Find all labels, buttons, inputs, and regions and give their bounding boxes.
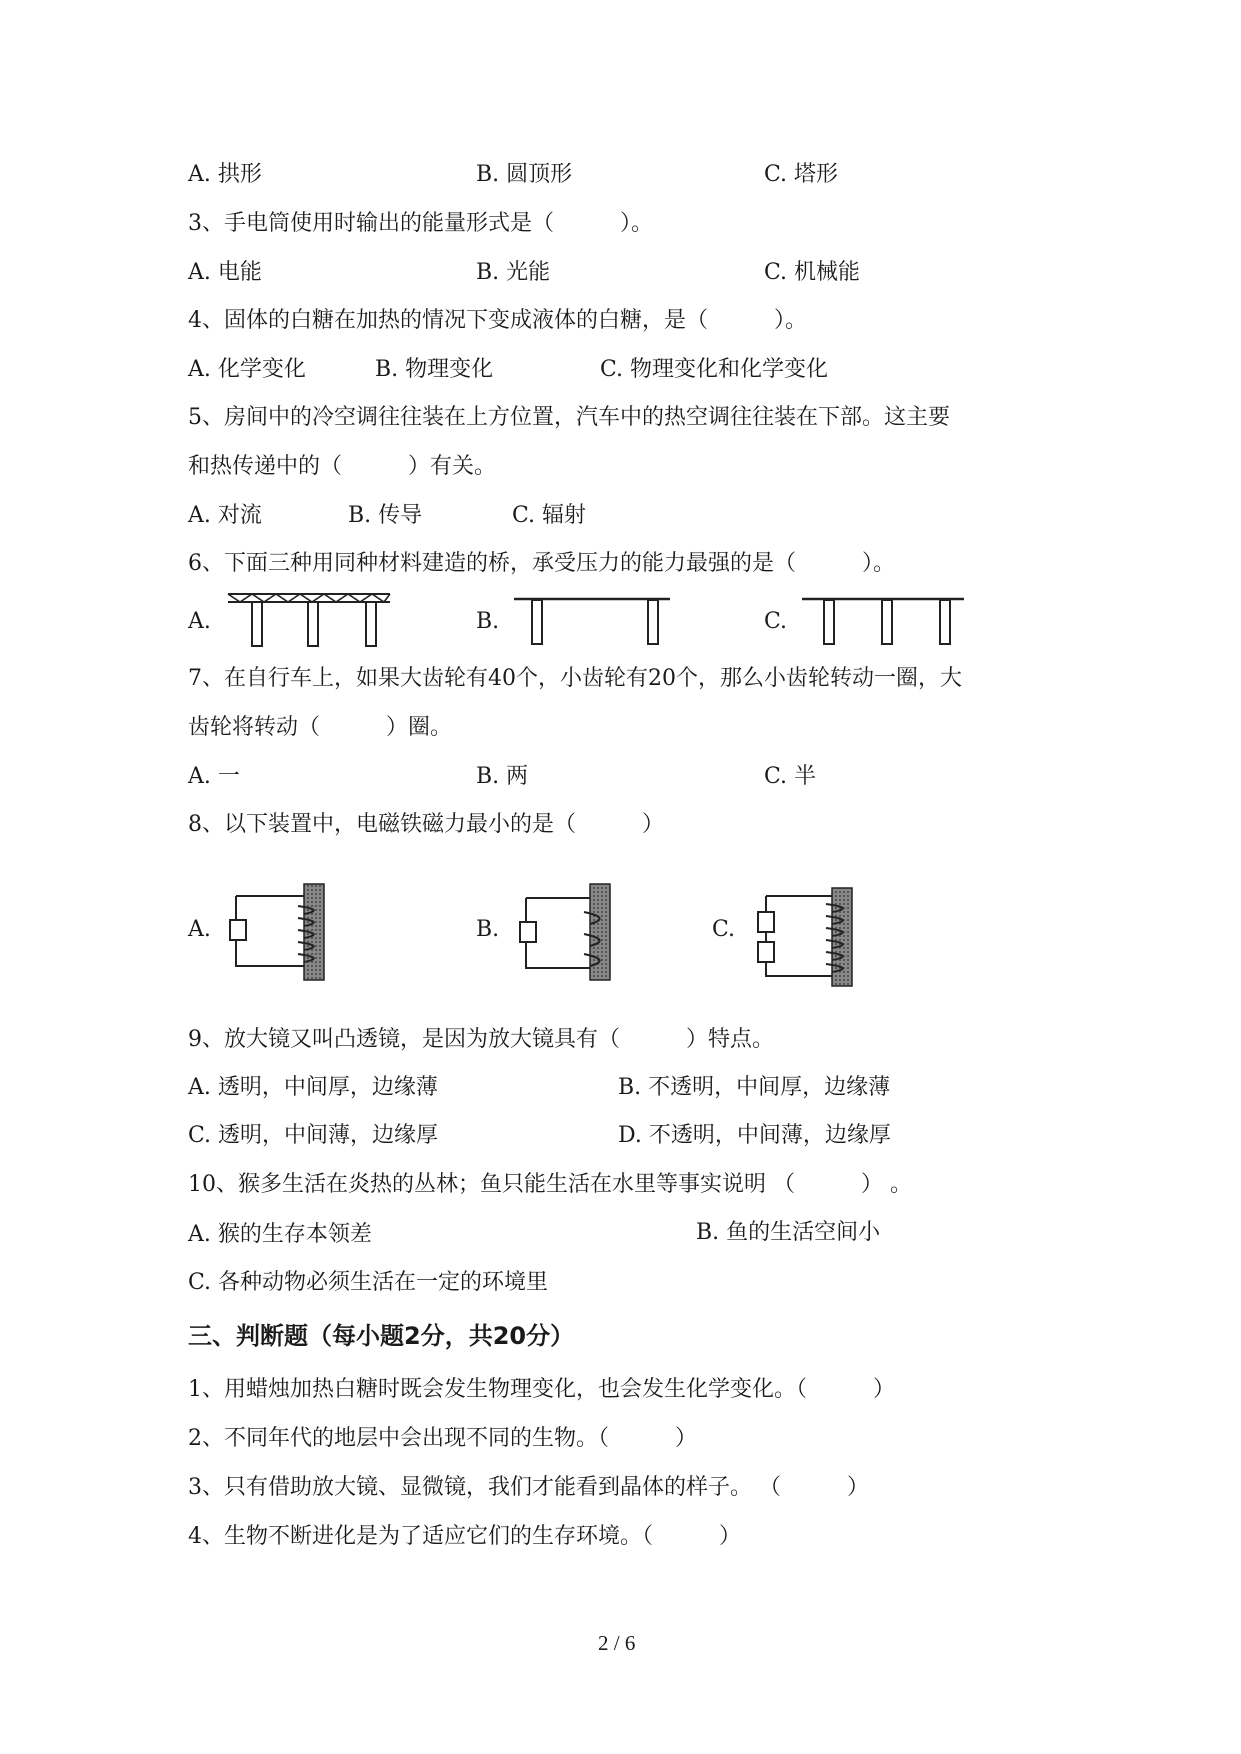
judgment-item-2: 2、不同年代的地层中会出现不同的生物。（ ）: [188, 1426, 697, 1451]
q6-option-b-label: B.: [476, 609, 500, 634]
electromagnet-c-figure: [754, 882, 864, 992]
q4-stem: 4、固体的白糖在加热的情况下变成液体的白糖，是（ ）。: [188, 308, 807, 333]
q7-option-b: B. 两: [476, 764, 529, 789]
q2-option-b: B. 圆顶形: [476, 162, 573, 187]
q8-option-b-label: B.: [476, 917, 500, 942]
q9-stem: 9、放大镜又叫凸透镜，是因为放大镜具有（ ）特点。: [188, 1027, 774, 1052]
section3-heading: 三、判断题（每小题2分，共20分）: [188, 1322, 575, 1350]
q7-stem-line1: 7、在自行车上，如果大齿轮有40个，小齿轮有20个，那么小齿轮转动一圈，大: [188, 666, 962, 691]
q9-option-d: D. 不透明，中间薄，边缘厚: [618, 1123, 891, 1148]
q3-stem: 3、手电筒使用时输出的能量形式是（ ）。: [188, 211, 653, 236]
q6-option-c-label: C.: [764, 609, 788, 634]
electromagnet-b-figure: [516, 878, 616, 986]
q8-option-c-label: C.: [712, 917, 736, 942]
q10-option-b: B. 鱼的生活空间小: [696, 1220, 881, 1245]
bridge-truss-figure: [226, 588, 392, 648]
q10-option-c: C. 各种动物必须生活在一定的环境里: [188, 1270, 549, 1295]
q6-option-a-label: A.: [188, 609, 211, 634]
q9-option-a: A. 透明，中间厚，边缘薄: [188, 1075, 438, 1100]
page-number: 2 / 6: [598, 1631, 636, 1655]
q5-option-b: B. 传导: [348, 503, 423, 528]
electromagnet-a-figure: [226, 876, 336, 986]
bridge-multipier-figure: [800, 594, 966, 646]
judgment-item-1: 1、用蜡烛加热白糖时既会发生物理变化，也会发生化学变化。（ ）: [188, 1377, 895, 1402]
q6-stem: 6、下面三种用同种材料建造的桥，承受压力的能力最强的是（ ）。: [188, 551, 895, 576]
q4-option-a: A. 化学变化: [188, 357, 306, 382]
q2-option-a: A. 拱形: [188, 162, 262, 187]
q10-stem: 10、猴多生活在炎热的丛林；鱼只能生活在水里等事实说明 （ ） 。: [188, 1172, 912, 1197]
q5-stem-line1: 5、房间中的冷空调往往装在上方位置，汽车中的热空调往往装在下部。这主要: [188, 405, 950, 430]
q8-option-a-label: A.: [188, 917, 211, 942]
q4-option-b: B. 物理变化: [375, 357, 494, 382]
q8-stem: 8、以下装置中，电磁铁磁力最小的是（ ）: [188, 812, 664, 837]
q5-option-a: A. 对流: [188, 503, 262, 528]
q5-stem-line2: 和热传递中的（ ）有关。: [188, 454, 497, 479]
bridge-beam-figure: [512, 594, 672, 646]
q5-option-c: C. 辐射: [512, 503, 587, 528]
q4-option-c: C. 物理变化和化学变化: [600, 357, 829, 382]
q3-option-a: A. 电能: [188, 260, 262, 285]
q3-option-b: B. 光能: [476, 260, 551, 285]
q9-option-b: B. 不透明，中间厚，边缘薄: [618, 1075, 891, 1100]
q3-option-c: C. 机械能: [764, 260, 861, 285]
q7-option-a: A. 一: [188, 764, 240, 789]
q10-option-a: A. 猴的生存本领差: [188, 1222, 372, 1247]
q7-option-c: C. 半: [764, 764, 817, 789]
q2-option-c: C. 塔形: [764, 162, 839, 187]
judgment-item-4: 4、生物不断进化是为了适应它们的生存环境。（ ）: [188, 1524, 741, 1549]
q7-stem-line2: 齿轮将转动（ ）圈。: [188, 715, 453, 740]
q9-option-c: C. 透明，中间薄，边缘厚: [188, 1123, 439, 1148]
judgment-item-3: 3、只有借助放大镜、显微镜，我们才能看到晶体的样子。 （ ）: [188, 1475, 869, 1500]
